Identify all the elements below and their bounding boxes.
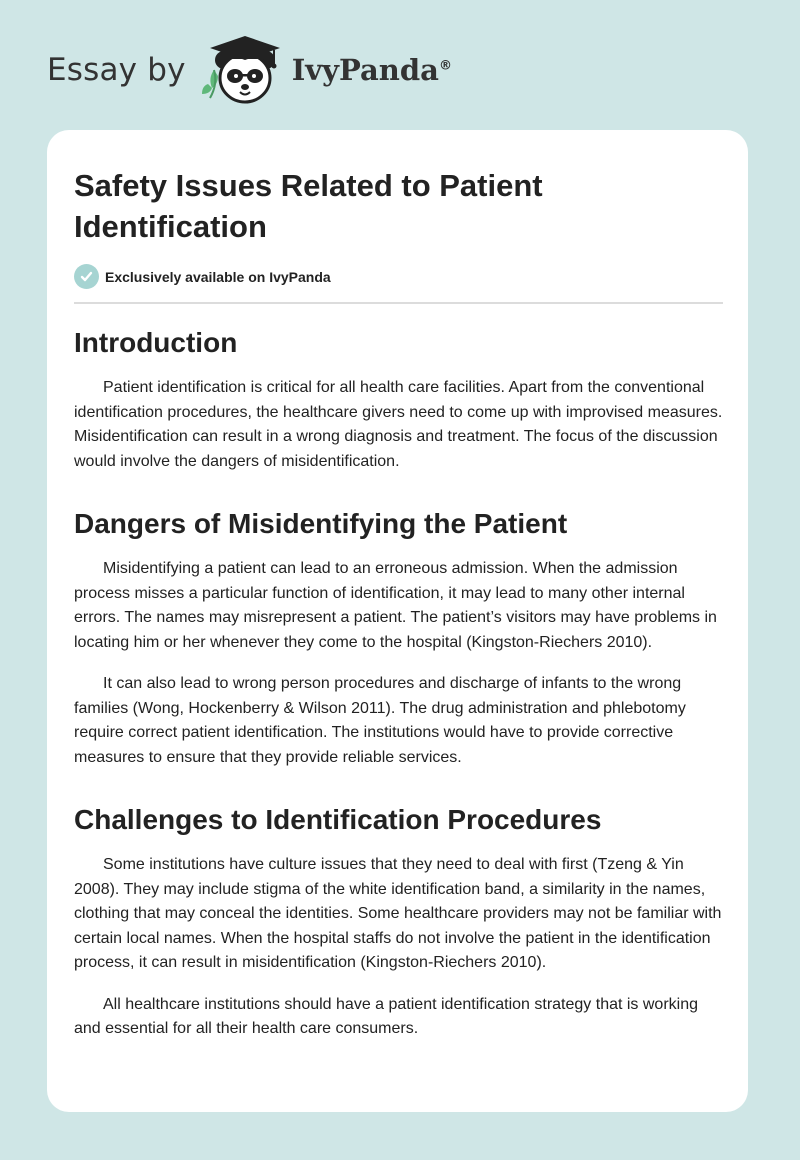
section-heading: Introduction [74,327,238,358]
title-divider [74,302,723,304]
section-challenges [74,787,723,1042]
site-brand[interactable] [47,30,452,110]
section-heading: Challenges to Identification Procedures [74,804,602,835]
registered-mark: ® [438,58,452,74]
paragraph: Misidentifying a patient can lead to an erroneous admission. When the admission process misses a particular function of identification, it may lead to many other internal errors. The names may misrepresent a patient. The patient’s visitors may have problems in locating him or her whenever they come to the hospital (Kingston-Riechers 2010). [74,560,717,651]
page-title: Safety Issues Related to Patient Identification [74,168,543,244]
essay-card [47,130,748,1112]
paragraph: It can also lead to wrong person procedures and discharge of infants to the wrong families (Wong, Hockenberry & Wilson 2011). The drug administration and phlebotomy require correct patient identification. The institutions would have to provide corrective measures to ensure that they provide reliable services. [74,675,686,766]
paragraph: All healthcare institutions should have a patient identification strategy that is working and essential for all their health care consumers. [74,995,699,1037]
exclusive-badge [74,264,331,289]
checkmark-icon [74,264,99,289]
brand-prefix: Essay by [47,52,186,88]
paragraph: Patient identification is critical for all health care facilities. Apart from the conventional identification procedures, the healthcare givers need to come up with improvised measures. Misidentification can result in a wrong diagnosis and treatment. The focus of the discussion would involve the dangers of misidentification. [74,379,723,470]
section-introduction [74,310,723,474]
section-dangers [74,491,723,770]
brand-name: IvyPanda® [291,53,452,87]
essay-body [74,310,723,1059]
exclusive-label: Exclusively available on IvyPanda [105,268,331,285]
paragraph: Some institutions have culture issues that they need to deal with first (Tzeng & Yin 2008). They may include stigma of the white identification band, a similarity in the names, clothing that may conceal the identities. Some healthcare providers may not be familiar with certain local names. When the hospital staffs do not involve the patient in the identification process, it can result in misidentification (Kingston-Riechers 2010). [74,856,722,971]
section-heading: Dangers of Misidentifying the Patient [74,508,568,539]
panda-graduate-logo-icon [200,30,288,110]
